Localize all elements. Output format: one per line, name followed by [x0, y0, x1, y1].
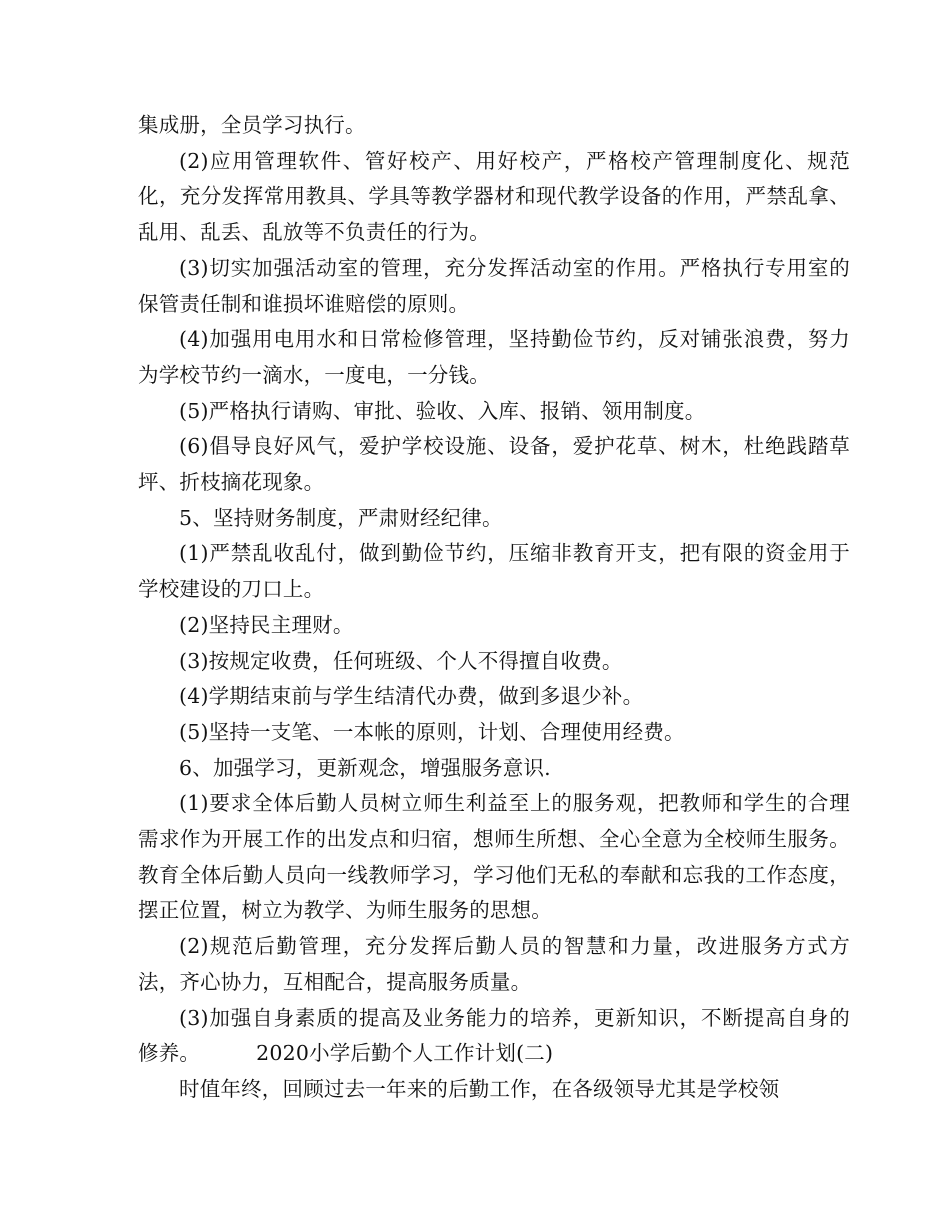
paragraph-9: (3)按规定收费，任何班级、个人不得擅自收费。 — [179, 648, 623, 673]
paragraph-10: (4)学期结束前与学生结清代办费，做到多退少补。 — [179, 684, 644, 709]
paragraph-5: (6)倡导良好风气，爱护学校设施、设备，爱护花草、树木，杜绝践踏草坪、折枝摘花现象。 — [138, 434, 850, 495]
paragraph-1: (2)应用管理软件、管好校产、用好校产，严格校产管理制度化、规范化，充分发挥常用教具、学具等教学器材和现代教学设备的作用，严禁乱拿、乱用、乱丢、乱放等不负责任的行为。 — [138, 148, 850, 245]
paragraph-13: (1)要求全体后勤人员树立师生利益至上的服务观，把教师和学生的合理需求作为开展工作的出发点和归宿，想师生所想、全心全意为全校师生服务。教育全体后勤人员向一线教师学习，学习他们无私的奉献和忘我的工作态度，摆正位置，树立为教学、为师生服务的思想。 — [138, 791, 850, 923]
paragraph-2: (3)切实加强活动室的管理，充分发挥活动室的作用。严格执行专用室的保管责任制和谁损坏谁赔偿的原则。 — [138, 255, 850, 316]
section-title: 2020小学后勤个人工作计划(二) — [256, 1041, 554, 1066]
paragraph-14: (2)规范后勤管理，充分发挥后勤人员的智慧和力量，改进服务方式方法，齐心协力，互相配合，提高服务质量。 — [138, 934, 850, 994]
paragraph-11: (5)坚持一支笔、一本帐的原则，计划、合理使用经费。 — [179, 719, 685, 744]
paragraph-15 — [138, 1001, 850, 1072]
paragraph-7: (1)严禁乱收乱付，做到勤俭节约，压缩非教育开支，把有限的资金用于学校建设的刀口上。 — [138, 541, 850, 602]
paragraph-4: (5)严格执行请购、审批、验收、入库、报销、领用制度。 — [179, 398, 706, 423]
paragraph-15-text: (3)加强自身素质的提高及业务能力的培养，更新知识，不断提高自身的修养。 — [138, 1005, 850, 1066]
paragraph-8: (2)坚持民主理财。 — [179, 612, 354, 637]
paragraph-0: 集成册，全员学习执行。 — [138, 113, 366, 137]
paragraph-12: 6、加强学习，更新观念，增强服务意识. — [179, 755, 551, 780]
paragraph-6: 5、坚持财务制度，严肃财经纪律。 — [179, 505, 503, 530]
paragraph-3: (4)加强用电用水和日常检修管理，坚持勤俭节约，反对铺张浪费，努力为学校节约一滴水，一度电，一分钱。 — [138, 327, 850, 387]
paragraph-16: 时值年终，回顾过去一年来的后勤工作，在各级领导尤其是学校领 — [179, 1076, 780, 1101]
